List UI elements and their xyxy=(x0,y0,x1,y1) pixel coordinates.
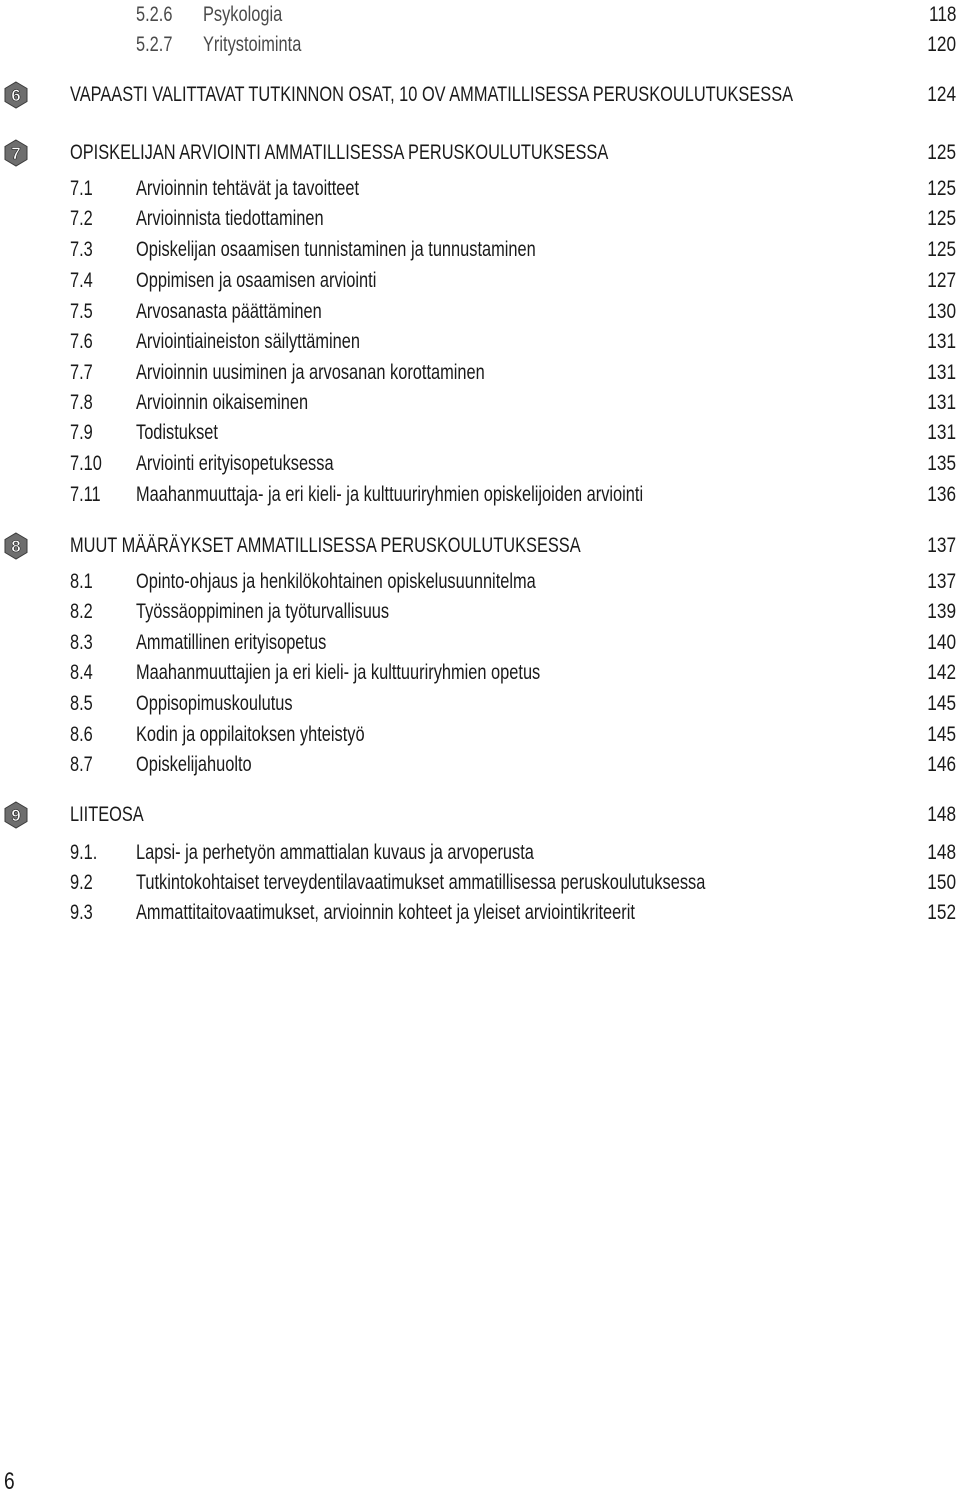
section-number: 5.2.6 xyxy=(136,3,173,26)
toc-entry xyxy=(0,235,960,265)
toc-entry xyxy=(0,174,960,204)
section-title: Arvioinnista tiedottaminen xyxy=(136,207,324,230)
section-number: 7.9 xyxy=(70,421,93,444)
section-number: 7.3 xyxy=(70,238,93,261)
toc-entry xyxy=(0,138,960,168)
section-number: 7.2 xyxy=(70,207,93,230)
svg-text:8: 8 xyxy=(11,537,21,556)
page-ref: 125 xyxy=(927,177,956,200)
section-number: 8.4 xyxy=(70,661,93,684)
page-ref: 136 xyxy=(927,483,956,506)
section-number: 8.6 xyxy=(70,723,93,746)
page-ref: 125 xyxy=(927,238,956,261)
section-number: 7.8 xyxy=(70,391,93,414)
section-title: Arviointi erityisopetuksessa xyxy=(136,452,334,475)
toc-entry xyxy=(0,868,960,898)
page-ref: 137 xyxy=(927,534,956,557)
toc-entry xyxy=(0,388,960,418)
section-title: Psykologia xyxy=(203,3,283,26)
section-title: Maahanmuuttaja- ja eri kieli- ja kulttuuriryhmien opiskelijoiden arviointi xyxy=(136,483,644,506)
section-number: 8.1 xyxy=(70,570,93,593)
chapter-title: VAPAASTI VALITTAVAT TUTKINNON OSAT, 10 OV AMMATILLISESSA PERUSKOULUTUKSESSA xyxy=(70,83,794,106)
page-ref: 135 xyxy=(927,452,956,475)
toc-entry xyxy=(0,30,960,60)
page-ref: 145 xyxy=(927,723,956,746)
svg-text:6: 6 xyxy=(11,86,21,105)
toc-entry xyxy=(0,327,960,357)
section-number: 8.2 xyxy=(70,600,93,623)
page-ref: 137 xyxy=(927,570,956,593)
section-number: 9.2 xyxy=(70,871,93,894)
toc-entry xyxy=(0,204,960,234)
section-title: Ammatillinen erityisopetus xyxy=(136,631,327,654)
chapter-title: MUUT MÄÄRÄYKSET AMMATILLISESSA PERUSKOULUTUKSESSA xyxy=(70,534,581,557)
section-title: Opiskelijan osaamisen tunnistaminen ja tunnustaminen xyxy=(136,238,536,261)
section-title: Arvioinnin tehtävät ja tavoitteet xyxy=(136,177,360,200)
section-title: Opiskelijahuolto xyxy=(136,753,252,776)
toc-entry xyxy=(0,898,960,928)
section-number: 5.2.7 xyxy=(136,33,173,56)
page-ref: 148 xyxy=(927,803,956,826)
page-ref: 142 xyxy=(927,661,956,684)
page-ref: 120 xyxy=(927,33,956,56)
section-number: 7.5 xyxy=(70,300,93,323)
page-ref: 139 xyxy=(927,600,956,623)
toc-entry xyxy=(0,720,960,750)
section-title: Maahanmuuttajien ja eri kieli- ja kulttuuriryhmien opetus xyxy=(136,661,541,684)
toc-entry xyxy=(0,597,960,627)
chapter-title: LIITEOSA xyxy=(70,803,144,826)
page-ref: 146 xyxy=(927,753,956,776)
section-title: Arvioinnin uusiminen ja arvosanan korottaminen xyxy=(136,361,485,384)
toc-entry xyxy=(0,418,960,448)
page-number: 6 xyxy=(4,1468,15,1495)
svg-text:9: 9 xyxy=(11,806,21,825)
page-ref: 125 xyxy=(927,207,956,230)
chapter-badge-icon xyxy=(4,139,28,167)
section-number: 7.6 xyxy=(70,330,93,353)
toc-entry xyxy=(0,750,960,780)
toc-entry xyxy=(0,358,960,388)
page-ref: 150 xyxy=(927,871,956,894)
svg-text:7: 7 xyxy=(11,144,21,163)
section-number: 7.11 xyxy=(70,483,101,506)
toc-entry xyxy=(0,689,960,719)
section-number: 9.3 xyxy=(70,901,93,924)
toc-entry xyxy=(0,449,960,479)
page-ref: 131 xyxy=(927,391,956,414)
page-ref: 124 xyxy=(927,83,956,106)
section-number: 7.4 xyxy=(70,269,93,292)
toc-entry xyxy=(0,0,960,30)
section-title: Arvosanasta päättäminen xyxy=(136,300,322,323)
page-ref: 130 xyxy=(927,300,956,323)
toc-entry xyxy=(0,628,960,658)
page-ref: 118 xyxy=(928,3,956,26)
section-title: Oppimisen ja osaamisen arviointi xyxy=(136,269,377,292)
chapter-title: OPISKELIJAN ARVIOINTI AMMATILLISESSA PERUSKOULUTUKSESSA xyxy=(70,141,609,164)
toc-entry xyxy=(0,658,960,688)
section-title: Ammattitaitovaatimukset, arvioinnin kohteet ja yleiset arviointikriteerit xyxy=(136,901,635,924)
section-number: 8.5 xyxy=(70,692,93,715)
section-title: Opinto-ohjaus ja henkilökohtainen opiskelusuunnitelma xyxy=(136,570,536,593)
toc-entry xyxy=(0,266,960,296)
toc-entry xyxy=(0,838,960,868)
page-ref: 127 xyxy=(927,269,956,292)
toc-entry xyxy=(0,80,960,110)
section-number: 7.10 xyxy=(70,452,102,475)
section-title: Yritystoiminta xyxy=(203,33,302,56)
section-title: Tutkintokohtaiset terveydentilavaatimukset ammatillisessa peruskoulutuksessa xyxy=(136,871,706,894)
toc-entry xyxy=(0,297,960,327)
section-title: Arvioinnin oikaiseminen xyxy=(136,391,309,414)
toc-entry xyxy=(0,567,960,597)
page-ref: 131 xyxy=(927,361,956,384)
section-number: 8.7 xyxy=(70,753,93,776)
section-title: Työssäoppiminen ja työturvallisuus xyxy=(136,600,390,623)
toc-entry xyxy=(0,531,960,561)
page-ref: 140 xyxy=(927,631,956,654)
section-title: Lapsi- ja perhetyön ammattialan kuvaus ja arvoperusta xyxy=(136,841,534,864)
page-ref: 152 xyxy=(927,901,956,924)
section-number: 7.7 xyxy=(70,361,93,384)
page-ref: 131 xyxy=(927,421,956,444)
chapter-badge-icon xyxy=(4,532,28,560)
page-ref: 131 xyxy=(927,330,956,353)
chapter-badge-icon xyxy=(4,801,28,829)
section-title: Oppisopimuskoulutus xyxy=(136,692,293,715)
chapter-badge-icon xyxy=(4,81,28,109)
page-ref: 148 xyxy=(927,841,956,864)
section-title: Todistukset xyxy=(136,421,218,444)
page-ref: 125 xyxy=(927,141,956,164)
page-ref: 145 xyxy=(927,692,956,715)
section-number: 8.3 xyxy=(70,631,93,654)
toc-entry xyxy=(0,800,960,830)
section-title: Arviointiaineiston säilyttäminen xyxy=(136,330,360,353)
toc-entry xyxy=(0,480,960,510)
section-number: 7.1 xyxy=(70,177,93,200)
section-title: Kodin ja oppilaitoksen yhteistyö xyxy=(136,723,365,746)
section-number: 9.1. xyxy=(70,841,98,864)
